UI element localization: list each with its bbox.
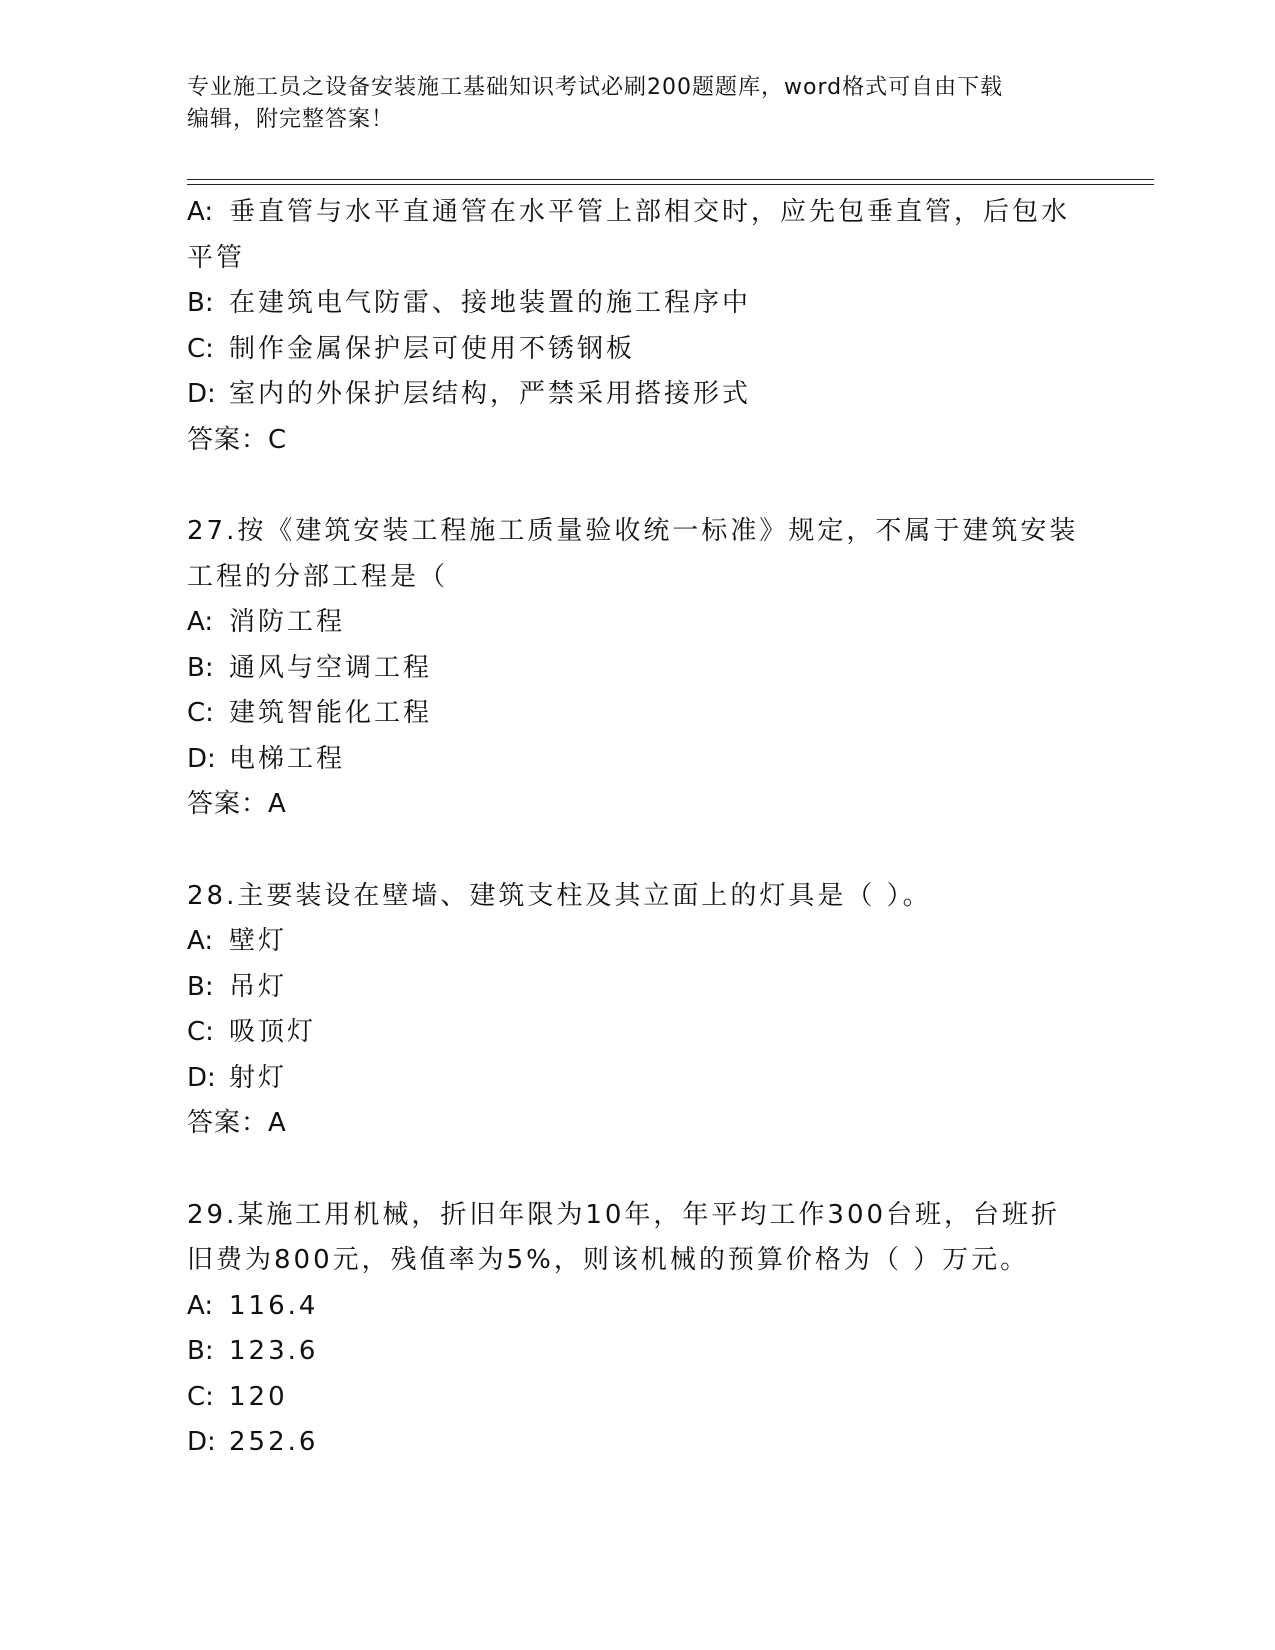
option-d	[187, 1420, 1087, 1466]
option-a-continuation: 平管	[187, 242, 246, 273]
option-text: 室内的外保护层结构，严禁采用搭接形式	[229, 379, 752, 409]
option-d	[187, 737, 1087, 783]
option-b	[187, 965, 1087, 1011]
document-header	[187, 72, 1087, 136]
option-label: A:	[187, 607, 214, 637]
option-label: B:	[187, 1336, 214, 1366]
question-29	[187, 1193, 1087, 1466]
option-d	[187, 1056, 1087, 1102]
option-label: B:	[187, 971, 214, 1002]
document-body	[187, 190, 1087, 1466]
question-stem: 28.主要装设在壁墙、建筑支柱及其立面上的灯具是（ ）。	[187, 880, 932, 911]
header-title-line-1: 专业施工员之设备安装施工基础知识考试必刷200题题库，word格式可自由下载	[187, 75, 1004, 100]
option-text: 吸顶灯	[229, 1017, 317, 1047]
option-c	[187, 1375, 1087, 1421]
question-stem: 27.按《建筑安装工程施工质量验收统一标准》规定，不属于建筑安装	[187, 516, 1079, 546]
option-a	[187, 190, 1087, 236]
option-label: A:	[187, 926, 214, 956]
answer: 答案：A	[187, 1108, 287, 1138]
option-label: D:	[187, 743, 216, 774]
option-text: 消防工程	[229, 607, 346, 637]
header-title-line-2: 编辑，附完整答案！	[187, 107, 395, 132]
question-28	[187, 874, 1087, 1147]
header-divider-top	[187, 179, 1154, 180]
option-text: 射灯	[229, 1062, 288, 1093]
option-label: A:	[187, 197, 214, 227]
question-27	[187, 509, 1087, 828]
option-label: C:	[187, 698, 214, 728]
question-stem: 29.某施工用机械，折旧年限为10年，年平均工作300台班，台班折	[187, 1199, 1061, 1230]
option-b	[187, 1329, 1087, 1375]
option-text: 116.4	[229, 1290, 319, 1321]
option-text: 252.6	[229, 1427, 319, 1457]
option-c	[187, 691, 1087, 737]
spacer	[187, 828, 1087, 874]
header-divider-bottom	[187, 184, 1154, 185]
question-stem-continuation: 工程的分部工程是（	[187, 561, 449, 592]
question-stem-continuation: 旧费为800元，残值率为5%，则该机械的预算价格为（ ）万元。	[187, 1245, 1030, 1275]
option-label: C:	[187, 1381, 214, 1412]
option-d	[187, 372, 1087, 418]
answer: 答案：C	[187, 424, 288, 455]
option-label: D:	[187, 1427, 216, 1457]
option-a	[187, 1284, 1087, 1330]
spacer	[187, 1147, 1087, 1193]
answer: 答案：A	[187, 789, 287, 819]
spacer	[187, 463, 1087, 509]
option-a	[187, 600, 1087, 646]
option-b	[187, 646, 1087, 692]
option-text: 壁灯	[229, 926, 288, 956]
option-label: D:	[187, 379, 216, 409]
option-a	[187, 919, 1087, 965]
option-text: 吊灯	[229, 971, 288, 1002]
option-label: B:	[187, 652, 214, 683]
option-text: 电梯工程	[229, 743, 346, 774]
option-label: C:	[187, 1017, 214, 1047]
option-label: A:	[187, 1290, 214, 1321]
option-label: B:	[187, 288, 214, 318]
option-text: 垂直管与水平直通管在水平管上部相交时，应先包垂直管，后包水	[229, 197, 1071, 227]
option-label: D:	[187, 1062, 216, 1093]
option-text: 120	[229, 1381, 288, 1412]
option-text: 通风与空调工程	[229, 652, 433, 683]
question-block-continued	[187, 190, 1087, 463]
option-b	[187, 281, 1087, 327]
option-text: 123.6	[229, 1336, 319, 1366]
option-text: 建筑智能化工程	[229, 698, 433, 728]
option-label: C:	[187, 333, 214, 364]
option-text: 在建筑电气防雷、接地装置的施工程序中	[229, 288, 752, 318]
option-c	[187, 327, 1087, 373]
option-text: 制作金属保护层可使用不锈钢板	[229, 333, 636, 364]
option-c	[187, 1010, 1087, 1056]
